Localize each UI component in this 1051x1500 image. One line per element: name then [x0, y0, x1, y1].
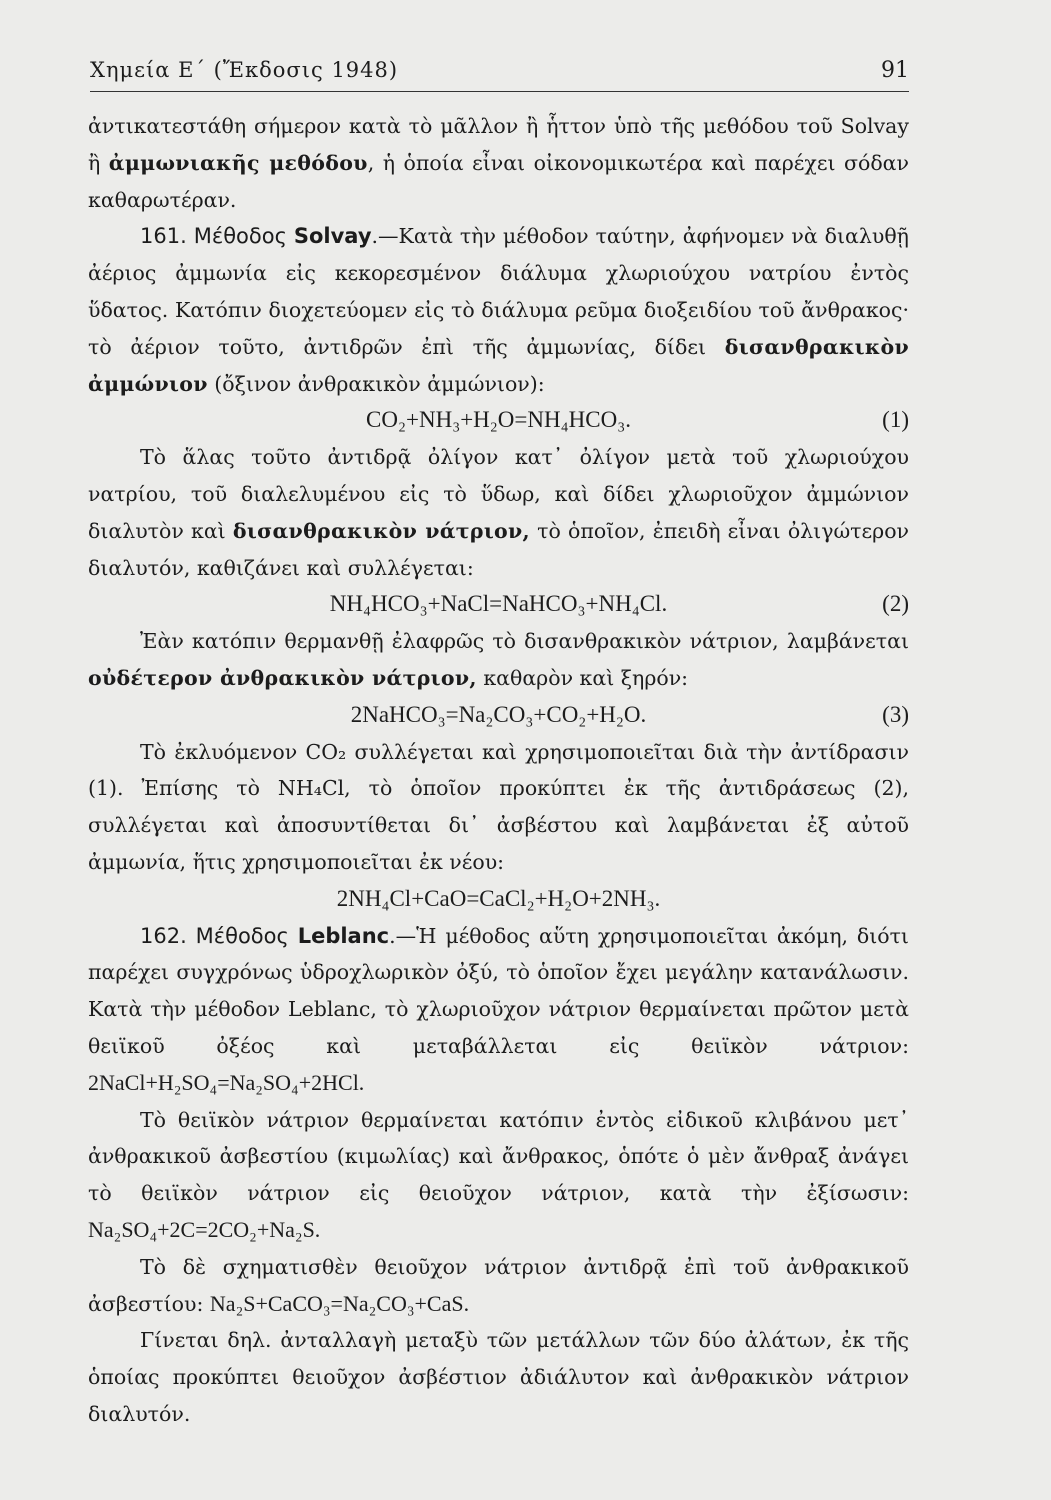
bold-term: οὐδέτερον ἀνθρακικὸν νάτριον, [88, 665, 477, 690]
equation-number: (2) [882, 591, 909, 617]
equation-number: (3) [882, 701, 909, 727]
header-title: Χημεία Ε΄ (Ἔκδοσις 1948) [90, 58, 399, 82]
section-162 [88, 918, 909, 1102]
paragraph-exchange: Γίνεται δηλ. ἀνταλλαγὴ μεταξὺ τῶν μετάλλων τῶν δύο ἀλάτων, ἐκ τῆς ὁποίας προκύπτει θειοῦχον ἀσβέστιον ἀδιάλυτον καὶ ἀνθρακικὸν νάτριον διαλυτόν. [88, 1328, 909, 1426]
text-run: .—Ἡ μέθοδος αὕτη χρησιμοποιεῖται ἀκόμη, διότι παρέχει συγχρόνως ὑδροχλωρικὸν ὀξύ, τὸ ὁποῖον ἔχει μεγάλην κατανάλωσιν. Κατὰ τὴν μέθοδον Leblanc, τὸ χλωριοῦχον νάτριον θερμαίνεται πρῶτον μετὰ θειϊκοῦ ὀξέος καὶ μεταβάλλεται εἰς θειϊκὸν νάτριον: [88, 923, 909, 1058]
running-header [90, 58, 909, 92]
equation-text: 2NaHCO₃=Na₂CO₃+CO₂+H₂O. [350, 701, 647, 727]
section-number: 162. [140, 923, 187, 948]
page-body [88, 108, 909, 1433]
text-run: Τὸ θειϊκὸν νάτριον θερμαίνεται κατόπιν ἐντὸς εἰδικοῦ κλιβάνου μετ᾽ ἀνθρακικοῦ ἀσβεστίου (κιμωλίας) καὶ ἄνθρακος, ὁπότε ὁ μὲν ἄνθραξ ἀνάγει τὸ θειϊκὸν νάτριον εἰς θειοῦχον νάτριον, κατὰ τὴν ἐξίσωσιν: [88, 1107, 909, 1206]
equation-number: (1) [882, 407, 909, 433]
section-161 [88, 218, 909, 402]
equation-text: CO₂+NH₃+H₂O=NH₄HCO₃. [366, 407, 631, 433]
text-run: τὸ ὁποῖον, ἐπειδὴ εἶναι ὀλιγώτερον διαλυτόν, καθιζάνει καὶ συλλέγεται: [88, 518, 909, 580]
section-number: 161. [140, 224, 187, 249]
inline-equation: 2NaCl+H₂SO₄=Na₂SO₄+2HCl. [88, 1069, 365, 1095]
bold-term: ἀμμωνιακῆς μεθόδου [108, 150, 368, 175]
section-heading-term: Leblanc [297, 923, 390, 948]
text-run: Τὸ δὲ σχηματισθὲν θειοῦχον νάτριον ἀντιδρᾷ ἐπὶ τοῦ ἀνθρακικοῦ ἀσβεστίου: [88, 1254, 909, 1316]
inline-equation: Na₂SO₄+2C=2CO₂+Na₂S. [88, 1216, 321, 1242]
text-run: καθαρὸν καὶ ξηρόν: [476, 665, 689, 690]
paragraph-intro [88, 108, 909, 218]
equation-4 [88, 881, 909, 918]
equation-text: NH₄HCO₃+NaCl=NaHCO₃+NH₄Cl. [329, 591, 668, 617]
paragraph-heating [88, 623, 909, 697]
text-run: , ἡ ὁποία εἶναι οἰκονομικωτέρα καὶ παρέχει σόδαν καθαρωτέραν. [88, 150, 909, 212]
section-heading-term: Solvay [293, 224, 372, 249]
equation-1 [88, 402, 909, 439]
text-run: ἀντικατεστάθη σήμερον κατὰ τὸ μᾶλλον ἢ ἧττον ὑπὸ τῆς μεθόδου τοῦ Solvay ἢ [88, 114, 909, 175]
paragraph-salt [88, 439, 909, 586]
section-heading: Μέθοδος [193, 224, 287, 249]
section-heading: Μέθοδος [195, 923, 289, 948]
paragraph-recycle: Τὸ ἐκλυόμενον CO₂ συλλέγεται καὶ χρησιμοποιεῖται διὰ τὴν ἀντίδρασιν (1). Ἐπίσης τὸ NH₄Cl, τὸ ὁποῖον προκύπτει ἐκ τῆς ἀντιδράσεως (2), συλλέγεται καὶ ἀποσυντίθεται δι᾽ ἀσβέστου καὶ λαμβάνεται ἐξ αὐτοῦ ἀμμωνία, ἥτις χρησιμοποιεῖται ἐκ νέου: [88, 739, 909, 874]
text-run: Ἐὰν κατόπιν θερμανθῇ ἐλαφρῶς τὸ δισανθρακικὸν νάτριον, λαμβάνεται [140, 629, 909, 654]
text-run: .—Κατὰ τὴν μέθοδον ταύτην, ἀφήνομεν νὰ διαλυθῇ ἀέριος ἀμμωνία εἰς κεκορεσμένον διάλυμα χλωριούχου νατρίου ἐντὸς ὕδατος. Κατόπιν διοχετεύομεν εἰς τὸ διάλυμα ρεῦμα διοξειδίου τοῦ ἄνθρακος· τὸ ἀέριον τοῦτο, ἀντιδρῶν ἐπὶ τῆς ἀμμωνίας, δίδει [88, 224, 909, 359]
text-run: (ὄξινον ἀνθρακικὸν ἀμμώνιον): [207, 371, 545, 396]
paragraph-furnace [88, 1102, 909, 1249]
paragraph-sulfide [88, 1249, 909, 1323]
text-run: Τὸ ἅλας τοῦτο ἀντιδρᾷ ὀλίγον κατ᾽ ὀλίγον μετὰ τοῦ χλωριούχου νατρίου, τοῦ διαλελυμένου εἰς τὸ ὕδωρ, καὶ δίδει χλωριοῦχον ἀμμώνιον διαλυτὸν καὶ [88, 445, 909, 543]
equation-text: 2NH₄Cl+CaO=CaCl₂+H₂O+2NH₃. [336, 885, 661, 911]
equation-3 [88, 697, 909, 734]
inline-equation: Na₂S+CaCO₃=Na₂CO₃+CaS. [209, 1290, 470, 1316]
page-number: 91 [881, 58, 909, 83]
bold-term: δισανθρακικὸν ἀμμώνιον [88, 334, 909, 396]
bold-term: δισανθρακικὸν νάτριον, [232, 518, 530, 543]
equation-2 [88, 586, 909, 623]
